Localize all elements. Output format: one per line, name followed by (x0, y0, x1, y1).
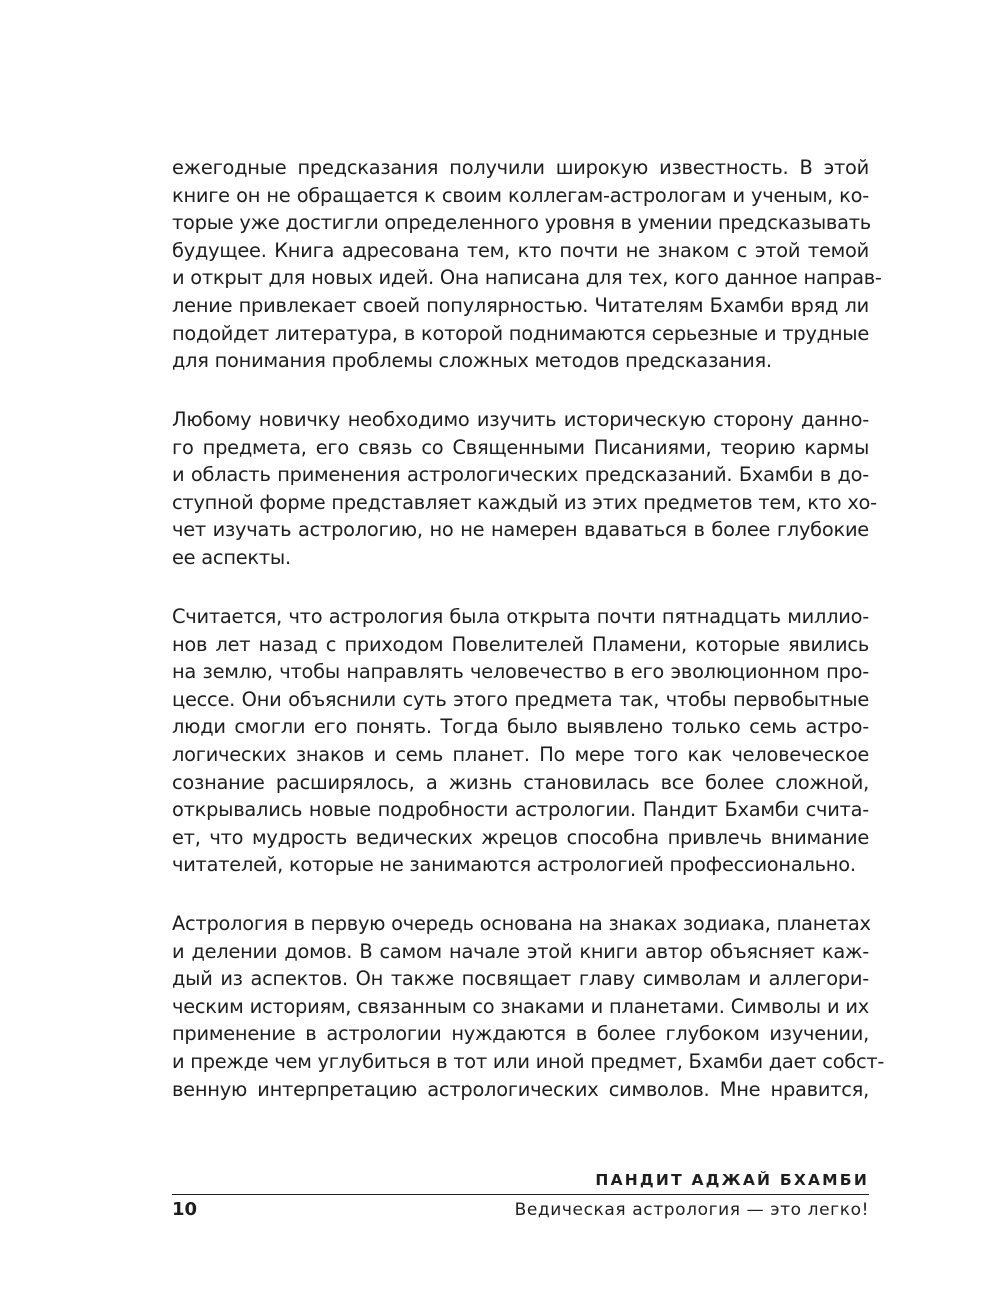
footer-divider (172, 1194, 869, 1195)
text-line: читателей, которые не занимаются астрологией профессионально. (172, 853, 856, 877)
text-line: открывались новые подробности астрологии. Пандит Бхамби счита- (172, 798, 869, 822)
text-line: книге он не обращается к своим коллегам-астрологам и ученым, ко- (172, 183, 869, 207)
page-number: 10 (172, 1199, 198, 1220)
text-line: ежегодные предсказания получили широкую известность. В этой (172, 156, 869, 179)
text-line: на землю, чтобы направлять человечество в его эволюционном про- (172, 660, 869, 684)
paragraph-2 (172, 406, 877, 572)
text-line: ступной форме представляет каждый из этих предметов тем, кто хо- (172, 490, 877, 514)
text-line: будущее. Книга адресована тем, кто почти не знаком с этой темой (172, 238, 869, 262)
text-line: торые уже достигли определенного уровня в умении предсказывать (172, 211, 871, 235)
text-line: и область применения астрологических предсказаний. Бхамби в до- (172, 463, 869, 487)
text-line: Считается, что астрология была открыта почти пятнадцать миллио- (172, 605, 869, 628)
text-line: ление привлекает своей популярностью. Читателям Бхамби вряд ли (172, 293, 869, 317)
text-line: подойдет литература, в которой поднимаются серьезные и трудные (172, 321, 869, 345)
running-footer-author: ПАНДИТ АДЖАЙ БХАМБИ (595, 1171, 869, 1189)
text-line: логических знаков и семь планет. По мере того как человеческое (172, 742, 869, 766)
text-line: венную интерпретацию астрологических символов. Мне нравится, (172, 1077, 869, 1101)
paragraph-3 (172, 603, 869, 879)
text-line: и делении домов. В самом начале этой книги автор объясняет каж- (172, 939, 869, 963)
text-line: дый из аспектов. Он также посвящает главу символам и аллегори- (172, 967, 869, 991)
text-line: и открыт для новых идей. Она написана для тех, кого данное направ- (172, 266, 882, 290)
text-line: ет, что мудрость ведических жрецов способна привлечь внимание (172, 825, 869, 849)
text-line: нов лет назад с приходом Повелителей Пламени, которые явились (172, 632, 869, 656)
text-line: цессе. Они объяснили суть этого предмета так, чтобы первобытные (172, 687, 869, 711)
text-line: сознание расширялось, а жизнь становилась все более сложной, (172, 770, 869, 794)
text-line: люди смогли его понять. Тогда было выявлено только семь астро- (172, 715, 869, 739)
text-line: го предмета, его связь со Священными Писаниями, теорию кармы (172, 435, 869, 459)
running-footer-book-title: Ведическая астрология — это легко! (514, 1200, 869, 1220)
text-line: и прежде чем углубиться в тот или иной предмет, Бхамби дает собст- (172, 1049, 885, 1073)
text-line: чет изучать астрологию, но не намерен вдаваться в более глубокие (172, 518, 869, 542)
text-line: Любому новичку необходимо изучить историческую сторону данно- (172, 408, 869, 431)
paragraph-1 (172, 154, 882, 375)
text-line: применение в астрологии нуждаются в более глубоком изучении, (172, 1022, 869, 1046)
paragraph-4 (172, 910, 885, 1103)
text-line: Астрология в первую очередь основана на знаках зодиака, планетах (172, 912, 871, 935)
text-line: ческим историям, связанным со знаками и планетами. Символы и их (172, 994, 869, 1018)
text-line: ее аспекты. (172, 545, 291, 569)
text-line: для понимания проблемы сложных методов предсказания. (172, 349, 772, 373)
